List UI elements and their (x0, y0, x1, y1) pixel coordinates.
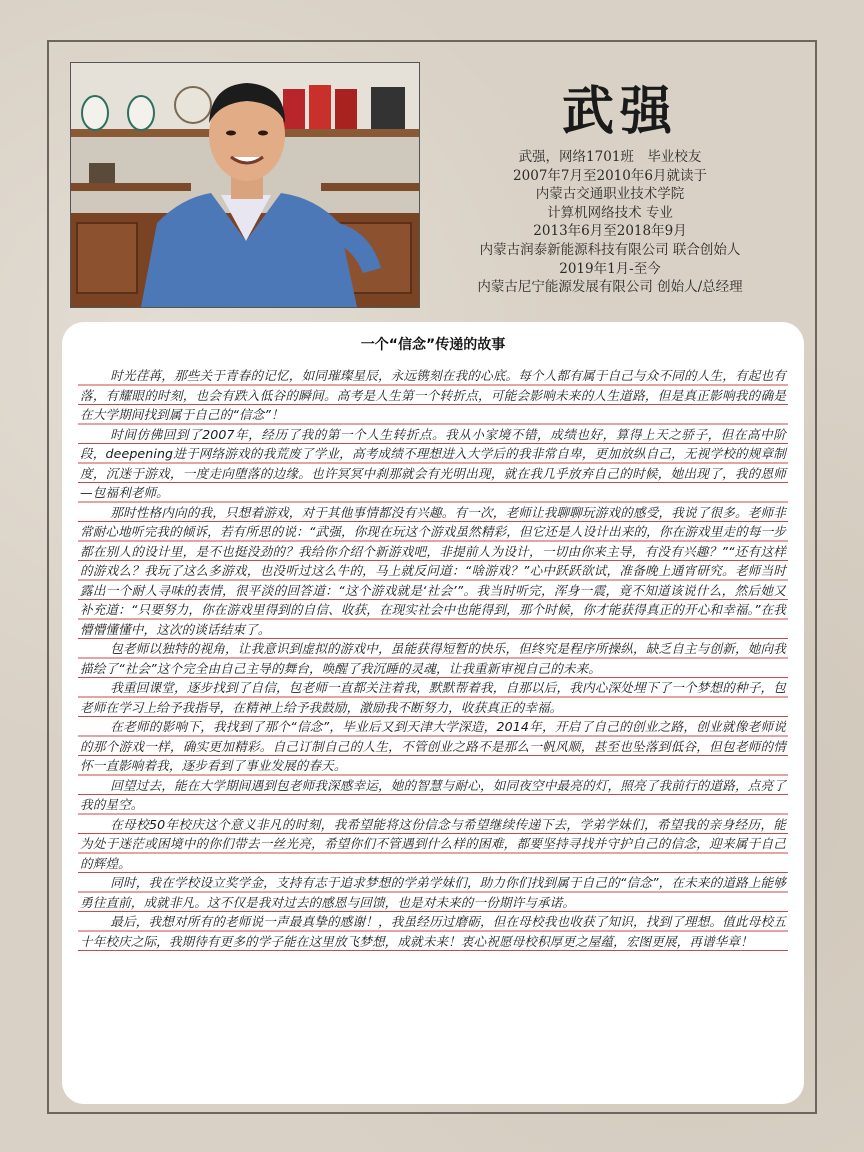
letter-paragraph: 包老师以独特的视角，让我意识到虚拟的游戏中，虽能获得短暂的快乐，但终究是程序所操纵，缺乏自主与创新，她向我描绘了“社会”这个完全由自己主导的舞台，唤醒了我沉睡的灵魂，让我重新审视自己的未来。 (80, 641, 786, 676)
bio-line: 2007年7月至2010年6月就读于 (513, 167, 707, 184)
bio-line: 2013年6月至2018年9月 (533, 223, 687, 240)
handwritten-letter (62, 322, 804, 1104)
letter-body (78, 366, 788, 951)
bio-line: 2019年1月-至今 (559, 260, 661, 277)
bio-line: 内蒙古尼宁能源发展有限公司 创始人/总经理 (477, 279, 743, 296)
bio-line: 武强，网络1701班 毕业校友 (518, 149, 702, 165)
letter-paragraph: 我重回课堂，逐步找到了自信，包老师一直都关注着我，默默帮着我，自那以后，我内心深处埋下了一个梦想的种子，包老师在学习上给予我指导，在精神上给予我鼓励，激励我不断努力，收获真正的幸福。 (80, 680, 786, 715)
letter-paragraph: 时光荏苒，那些关于青春的记忆，如同璀璨星辰，永远镌刻在我的心底。每个人都有属于自己与众不同的人生，有起也有落，有耀眼的时刻，也会有跌入低谷的瞬间。高考是人生第一个转折点，可能会影响未来的人生道路，但是真正影响我的确是在大学期间找到属于自己的“信念”！ (80, 368, 786, 422)
letter-paragraph: 那时性格内向的我，只想着游戏，对于其他事情都没有兴趣。有一次，老师让我聊聊玩游戏的感受，我说了很多。老师非常耐心地听完我的倾诉，若有所思的说：“武强，你现在玩这个游戏虽然精彩，但它还是人设计出来的，你在游戏里走的每一步都在别人的设计里，是不也挺没劲的？我给你介绍个新游戏吧，非提前人为设计，一切由你来主导，有没有兴趣？”“还有这样的游戏么？我玩了这么多游戏，也没听过这么牛的，马上就反问道：“啥游戏？”心中跃跃欲试，准备晚上通宵研究。老师当时露出一个耐人寻味的表情，很平淡的回答道：“这个游戏就是‘社会’”。我当时听完，浑身一震，竟不知道该说什么，然后她又补充道：“只要努力，你在游戏里得到的自信、收获，在现实社会中也能得到，那个时候，你才能获得真正的开心和幸福。”在我懵懵懂懂中，这次的谈话结束了。 (80, 504, 786, 637)
letter-paragraph: 最后，我想对所有的老师说一声最真挚的感谢！，我虽经历过磨砺，但在母校我也收获了知识，找到了理想。值此母校五十年校庆之际，我期待有更多的学子能在这里放飞梦想，成就未来！衷心祝愿母校积厚更之屋蕴，宏图更展，再谱华章！ (80, 914, 786, 949)
bio-line: 内蒙古润泰新能源科技有限公司 联合创始人 (479, 241, 741, 258)
profile-name: 武强 (561, 81, 678, 142)
letter-paragraph: 在老师的影响下，我找到了那个“信念”，毕业后又到天津大学深造，2014年，开启了自己的创业之路，创业就像老师说的那个游戏一样，确实更加精彩。自己订制自己的人生，不管创业之路不是那么一帆风顺，甚至也坠落到低谷，但包老师的情怀一直影响着我，逐步看到了事业发展的春天。 (80, 719, 786, 773)
profile-bio (420, 148, 800, 297)
bio-line: 内蒙古交通职业技术学院 (535, 186, 685, 203)
letter-paragraph: 时间仿佛回到了2007年，经历了我的第一个人生转折点。我从小家境不错，成绩也好，算得上天之骄子，但在高中阶段，deepening进于网络游戏的我荒废了学业，高考成绩不理想进入大学后的我非常自卑，更加放纵自己，无视学校的规章制度，沉迷于游戏，一度走向堕落的边缘。也许冥冥中刹那就会有光明出现，就在我几乎放弃自己的时候，她出现了，我的恩师—包福利老师。 (80, 426, 786, 500)
letter-title: 一个“信念”传递的故事 (360, 337, 506, 353)
letter-paragraph: 同时，我在学校设立奖学金，支持有志于追求梦想的学弟学妹们，助力你们找到属于自己的“信念”，在未来的道路上能够勇往直前，成就非凡。这不仅是我对过去的感恩与回馈，也是对未来的一份期许与承诺。 (80, 875, 786, 910)
bio-line: 计算机网络技术 专业 (547, 204, 673, 221)
letter-paragraph: 回望过去，能在大学期间遇到包老师我深感幸运，她的智慧与耐心，如同夜空中最亮的灯，照亮了我前行的道路，点亮了我的星空。 (80, 777, 786, 812)
letter-paragraph: 在母校50年校庆这个意义非凡的时刻，我希望能将这份信念与希望继续传递下去，学弟学妹们，希望我的亲身经历，能为处于迷茫或困境中的你们带去一丝光亮，希望你们不管遇到什么样的困难，都要坚持寻找并守护自己的信念，迎来属于自己的辉煌。 (80, 816, 786, 871)
portrait-photo (70, 62, 420, 308)
